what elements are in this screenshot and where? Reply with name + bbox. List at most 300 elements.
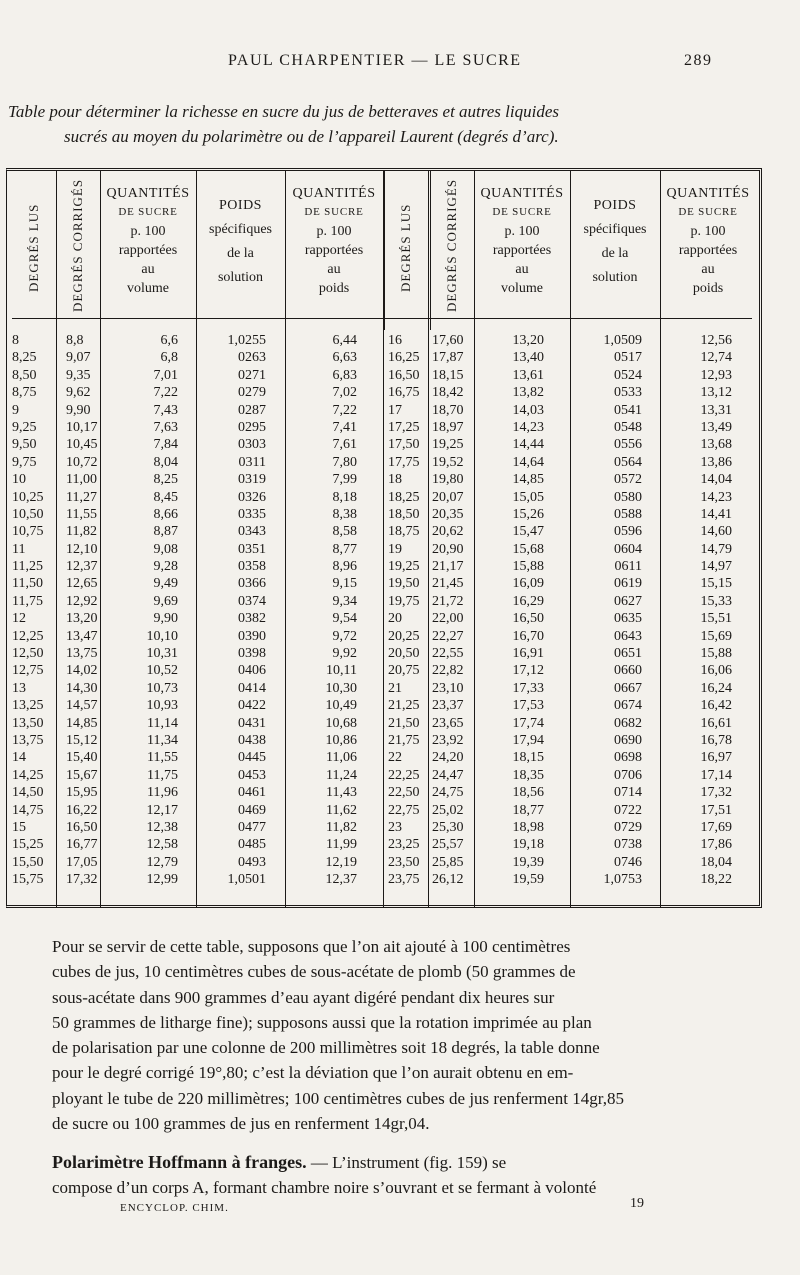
table-cell: 0287 [238,402,266,418]
paragraph-line: pour le degré corrigé 19°,80; c’est la déviation que l’on aurait obtenu en em- [52,1063,574,1083]
table-cell: 25,30 [432,819,464,835]
table-cell: 10,49 [325,698,357,714]
table-cell: 22,25 [388,767,420,783]
table-cell: 8,45 [153,489,178,505]
table-cell: 14,75 [12,802,44,818]
table-cell: 19,80 [432,472,464,488]
table-cell: 16,24 [700,680,732,696]
table-cell: 6,83 [332,367,357,383]
table-cell: 15,75 [12,872,44,888]
table-cell: 0564 [614,454,642,470]
table-cell: 0406 [238,663,266,679]
table-cell: 0319 [238,472,266,488]
table-cell: 9,15 [332,576,357,592]
column-degres-lus-right [388,332,428,889]
table-cell: 18,25 [388,489,420,505]
table-cell: 14,60 [700,524,732,540]
table-cell: 13,68 [700,437,732,453]
table-cell: 21,25 [388,698,420,714]
table-cell: 12,17 [146,802,178,818]
table-cell: 17,94 [512,732,544,748]
paragraph-line: de sucre ou 100 grammes de jus en renferment 14gr,04. [52,1114,430,1134]
table-cell: 15,33 [700,593,732,609]
page-number: 289 [684,52,713,69]
table-cell: 24,47 [432,767,464,783]
header-degres-lus: DEGRÉS LUS [398,203,413,292]
table-cell: 0746 [614,854,642,870]
table-cell: 13,40 [512,350,544,366]
table-cell: 0271 [238,367,266,383]
table-cell: 0738 [614,837,642,853]
table-cell: 12,56 [700,333,732,348]
table-cell: 14,79 [700,541,732,557]
table-cell: 9,75 [12,454,37,470]
table-cell: 20,90 [432,541,464,557]
table-cell: 16,50 [66,819,98,835]
subhead-title: Polarimètre Hoffmann à franges. [52,1152,307,1172]
table-cell: 9,69 [153,593,178,609]
table-cell: 23,37 [432,698,464,714]
table-cell: 0635 [614,611,642,627]
table-cell: 11,50 [12,576,43,592]
table-cell: 20,50 [388,646,420,662]
table-cell: 0438 [238,732,266,748]
table-cell: 13,49 [700,419,732,435]
table-cell: 21,45 [432,576,464,592]
table-cell: 20,62 [432,524,464,540]
table-cell: 14,03 [512,402,544,418]
table-cell: 14,85 [66,715,98,731]
table-cell: 23,75 [388,872,420,888]
table-cell: 11,43 [326,785,357,801]
table-cell: 23,10 [432,680,464,696]
table-cell: 8,66 [153,506,178,522]
table-cell: 8,04 [153,454,178,470]
table-cell: 0374 [238,593,266,609]
table-cell: 1,0753 [603,872,642,888]
table-cell: 11,55 [66,506,97,522]
table-cell: 13,47 [66,628,98,644]
table-cell: 14 [12,750,26,766]
table-cell: 9,28 [153,559,178,575]
table-cell: 11,99 [326,837,357,853]
table-cell: 20 [388,611,402,627]
table-cell: 11,96 [147,785,178,801]
table-cell: 11,82 [326,819,357,835]
table-cell: 0533 [614,385,642,401]
header-sucre-volume: QUANTITÉS DE SUCRE p. 100 rapportées au volume [480,186,564,296]
table-cell: 19,59 [512,872,544,888]
table-cell: 10,10 [146,628,178,644]
table-cell: 8,8 [66,333,84,348]
table-cell: 18,50 [388,506,420,522]
table-cell: 22,00 [432,611,464,627]
table-cell: 16,29 [512,593,544,609]
column-sucre-poids-left [285,332,357,889]
table-cell: 15,26 [512,506,544,522]
table-cell: 15,25 [12,837,44,853]
table-cell: 18,56 [512,785,544,801]
table-cell: 0698 [614,750,642,766]
table-cell: 10,45 [66,437,98,453]
table-cell: 7,02 [332,385,357,401]
table-cell: 24,20 [432,750,464,766]
table-cell: 15,95 [66,785,98,801]
table-cell: 17,51 [700,802,732,818]
table-cell: 14,57 [66,698,98,714]
table-rule [384,170,385,330]
table-cell: 12,75 [12,663,44,679]
table-cell: 6,44 [332,333,357,348]
table-cell: 11,75 [12,593,43,609]
table-cell: 19,18 [512,837,544,853]
explanation-paragraph [52,934,720,1136]
table-cell: 10,93 [146,698,178,714]
table-cell: 0722 [614,802,642,818]
table-cell: 25,02 [432,802,464,818]
table-cell: 15,47 [512,524,544,540]
table-cell: 0682 [614,715,642,731]
table-cell: 17,69 [700,819,732,835]
table-cell: 18,35 [512,767,544,783]
table-cell: 1,0501 [227,872,266,888]
table-cell: 17,14 [700,767,732,783]
table-cell: 18,04 [700,854,732,870]
table-cell: 21,50 [388,715,420,731]
paragraph-line: sous-acétate dans 900 grammes d’eau ayant digéré pendant dix heures sur [52,987,555,1007]
table-cell: 16,61 [700,715,732,731]
table-cell: 0627 [614,593,642,609]
table-cell: 16 [388,333,402,348]
table-cell: 0524 [614,367,642,383]
header-sucre-poids: QUANTITÉS DE SUCRE p. 100 rapportées au poids [292,186,376,296]
table-rule [56,170,57,908]
table-cell: 11,55 [147,750,178,766]
table-cell: 13 [12,680,26,696]
table-cell: 15,51 [700,611,732,627]
table-cell: 10 [12,472,26,488]
table-cell: 0596 [614,524,642,540]
table-cell: 9,62 [66,385,91,401]
table-cell: 6,63 [332,350,357,366]
table-cell: 17,74 [512,715,544,731]
paragraph-line: 50 grammes de litharge fine); supposons aussi que la rotation imprimée au plan [52,1012,592,1032]
table-cell: 22,75 [388,802,420,818]
table-cell: 11,34 [147,732,178,748]
table-cell: 18,22 [700,872,732,888]
table-cell: 9,35 [66,367,91,383]
table-cell: 17,05 [66,854,98,870]
table-cell: 0485 [238,837,266,853]
table-cell: 14,04 [700,472,732,488]
table-cell: 15 [12,819,26,835]
table-cell: 11,24 [326,767,357,783]
footer-signature: 19 [630,1196,644,1211]
table-cell: 14,02 [66,663,98,679]
column-degres-lus-left [12,332,56,889]
header-poids-specifiques: POIDS spécifiques de la solution [209,198,272,285]
table-cell: 19,75 [388,593,420,609]
table-cell: 0541 [614,402,642,418]
table-cell: 14,41 [700,506,732,522]
table-cell: 20,07 [432,489,464,505]
table-cell: 10,75 [12,524,44,540]
table-cell: 11,25 [12,559,43,575]
table-cell: 10,30 [325,680,357,696]
table-cell: 0335 [238,506,266,522]
table-cell: 16,42 [700,698,732,714]
table-cell: 0469 [238,802,266,818]
table-cell: 13,75 [12,732,44,748]
table-cell: 0453 [238,767,266,783]
table-cell: 0714 [614,785,642,801]
table-cell: 23,50 [388,854,420,870]
table-cell: 23,65 [432,715,464,731]
table-cell: 7,63 [153,419,178,435]
table-cell: 10,86 [325,732,357,748]
table-cell: 0431 [238,715,266,731]
column-sucre-poids-right [660,332,732,889]
table-cell: 17,25 [388,419,420,435]
table-rule [428,170,429,908]
table-cell: 0619 [614,576,642,592]
table-cell: 12,37 [66,559,98,575]
table-cell: 11,75 [147,767,178,783]
table-cell: 13,12 [700,385,732,401]
table-cell: 15,88 [700,646,732,662]
table-cell: 0493 [238,854,266,870]
table-cell: 18,98 [512,819,544,835]
table-cell: 23 [388,819,402,835]
table-cell: 20,35 [432,506,464,522]
table-cell: 13,50 [12,715,44,731]
table-cell: 17,53 [512,698,544,714]
table-cell: 17,75 [388,454,420,470]
table-cell: 18,42 [432,385,464,401]
table-cell: 14,64 [512,454,544,470]
table-cell: 22,55 [432,646,464,662]
table-cell: 0548 [614,419,642,435]
column-poids-specifiques-left [196,332,266,889]
table-cell: 13,82 [512,385,544,401]
table-cell: 14,50 [12,785,44,801]
table-cell: 0690 [614,732,642,748]
table-cell: 26,12 [432,872,464,888]
table-cell: 16,77 [66,837,98,853]
table-cell: 12,50 [12,646,44,662]
table-cell: 11 [12,541,26,557]
table-cell: 15,50 [12,854,44,870]
header-degres-corriges: DEGRÉS CORRIGÉS [70,178,85,312]
table-cell: 12,93 [700,367,732,383]
table-cell: 12,37 [325,872,357,888]
table-cell: 10,17 [66,419,98,435]
column-degres-corriges-left [66,332,100,889]
table-cell: 25,57 [432,837,464,853]
table-cell: 0414 [238,680,266,696]
section-subhead [52,1150,722,1200]
paragraph-line: cubes de jus, 10 centimètres cubes de sous-acétate de plomb (50 grammes de [52,962,576,982]
table-cell: 10,52 [146,663,178,679]
table-cell: 10,72 [66,454,98,470]
running-title: PAUL CHARPENTIER — LE SUCRE [228,52,522,69]
table-cell: 12,25 [12,628,44,644]
table-cell: 0326 [238,489,266,505]
table-cell: 12,19 [325,854,357,870]
table-cell: 0343 [238,524,266,540]
table-cell: 9,92 [332,646,357,662]
table-cell: 16,70 [512,628,544,644]
table-cell: 16,91 [512,646,544,662]
table-cell: 8,75 [12,385,37,401]
table-cell: 9,49 [153,576,178,592]
table-cell: 7,84 [153,437,178,453]
table-cell: 24,75 [432,785,464,801]
table-cell: 19,50 [388,576,420,592]
caption-line-2: sucrés au moyen du polarimètre ou de l’appareil Laurent (degrés d’arc). [64,127,559,146]
table-cell: 0445 [238,750,266,766]
table-cell: 8,38 [332,506,357,522]
table-cell: 21,17 [432,559,464,575]
table-cell: 9,50 [12,437,37,453]
table-cell: 16,06 [700,663,732,679]
table-cell: 12,58 [146,837,178,853]
table-cell: 22,50 [388,785,420,801]
table-cell: 8,58 [332,524,357,540]
table-cell: 0398 [238,646,266,662]
table-cell: 0295 [238,419,266,435]
table-cell: 9,54 [332,611,357,627]
table-rule [430,170,431,330]
column-degres-corriges-right [432,332,474,889]
footer-encyclop: ENCYCLOP. CHIM. [120,1202,229,1214]
table-cell: 22,27 [432,628,464,644]
table-cell: 18,15 [432,367,464,383]
table-cell: 7,22 [332,402,357,418]
table-cell: 21,75 [388,732,420,748]
table-cell: 13,86 [700,454,732,470]
table-cell: 17,32 [700,785,732,801]
table-cell: 15,67 [66,767,98,783]
table-cell: 8,77 [332,541,357,557]
table-cell: 17 [388,402,402,418]
table-cell: 16,50 [388,367,420,383]
table-cell: 0729 [614,819,642,835]
table-cell: 18,75 [388,524,420,540]
table-cell: 0390 [238,628,266,644]
table-cell: 8,50 [12,367,37,383]
table-cell: 16,22 [66,802,98,818]
table-cell: 0366 [238,576,266,592]
table-cell: 6,8 [160,350,178,366]
table-cell: 19 [388,541,402,557]
header-rule [12,318,752,319]
table-cell: 15,68 [512,541,544,557]
table-cell: 17,33 [512,680,544,696]
table-cell: 8,87 [153,524,178,540]
table-cell: 0351 [238,541,266,557]
table-cell: 14,44 [512,437,544,453]
table-cell: 13,20 [66,611,98,627]
table-cell: 10,50 [12,506,44,522]
table-cell: 9,90 [153,611,178,627]
table-cell: 21,72 [432,593,464,609]
table-cell: 14,85 [512,472,544,488]
table-cell: 0580 [614,489,642,505]
table-cell: 0660 [614,663,642,679]
table-cell: 1,0509 [603,333,642,348]
table-cell: 12,99 [146,872,178,888]
table-cell: 13,20 [512,333,544,348]
table-cell: 7,41 [332,419,357,435]
table-cell: 11,62 [326,802,357,818]
table-cell: 0517 [614,350,642,366]
table-cell: 15,12 [66,732,98,748]
table-cell: 7,01 [153,367,178,383]
table-cell: 9,08 [153,541,178,557]
header-degres-lus: DEGRÉS LUS [26,203,41,292]
table-cell: 0382 [238,611,266,627]
table-cell: 21 [388,680,402,696]
table-cell: 17,50 [388,437,420,453]
table-cell: 0556 [614,437,642,453]
table-cell: 14,97 [700,559,732,575]
table-cell: 7,22 [153,385,178,401]
column-sucre-volume-left [100,332,178,889]
table-cell: 14,23 [512,419,544,435]
table-cell: 16,09 [512,576,544,592]
table-cell: 15,69 [700,628,732,644]
table-cell: 8,96 [332,559,357,575]
paragraph-line: de polarisation par une colonne de 200 millimètres soit 18 degrés, la table donne [52,1038,600,1058]
table-cell: 0279 [238,385,266,401]
table-cell: 13,61 [512,367,544,383]
paragraph-line: Pour se servir de cette table, supposons que l’on ait ajouté à 100 centimètres [52,937,571,956]
table-cell: 6,6 [160,333,178,348]
table-cell: 12,38 [146,819,178,835]
table-cell: 23,25 [388,837,420,853]
table-cell: 0651 [614,646,642,662]
table-cell: 18,77 [512,802,544,818]
table-cell: 9,25 [12,419,37,435]
subhead-text: — L’instrument (fig. 159) se [306,1153,507,1172]
table-cell: 17,32 [66,872,98,888]
table-cell: 19,25 [388,559,420,575]
table-cell: 15,15 [700,576,732,592]
table-cell: 12 [12,611,26,627]
table-cell: 0358 [238,559,266,575]
table-cell: 0477 [238,819,266,835]
caption-line-1: Table pour déterminer la richesse en sucre du jus de betteraves et autres liquides [8,102,559,121]
table-cell: 11,27 [66,489,97,505]
table-cell: 10,31 [146,646,178,662]
table-cell: 22,82 [432,663,464,679]
table-cell: 0604 [614,541,642,557]
table-cell: 22 [388,750,402,766]
table-cell: 0311 [238,454,266,470]
table-cell: 15,05 [512,489,544,505]
table-cell: 0303 [238,437,266,453]
header-sucre-poids: QUANTITÉS DE SUCRE p. 100 rapportées au poids [666,186,750,296]
table-cell: 8 [12,333,19,348]
table-cell: 18,70 [432,402,464,418]
table-cell: 19,39 [512,854,544,870]
header-degres-corriges: DEGRÉS CORRIGÉS [444,178,459,312]
table-cell: 15,40 [66,750,98,766]
table-cell: 11,06 [326,750,357,766]
table-cell: 0572 [614,472,642,488]
table-cell: 17,86 [700,837,732,853]
